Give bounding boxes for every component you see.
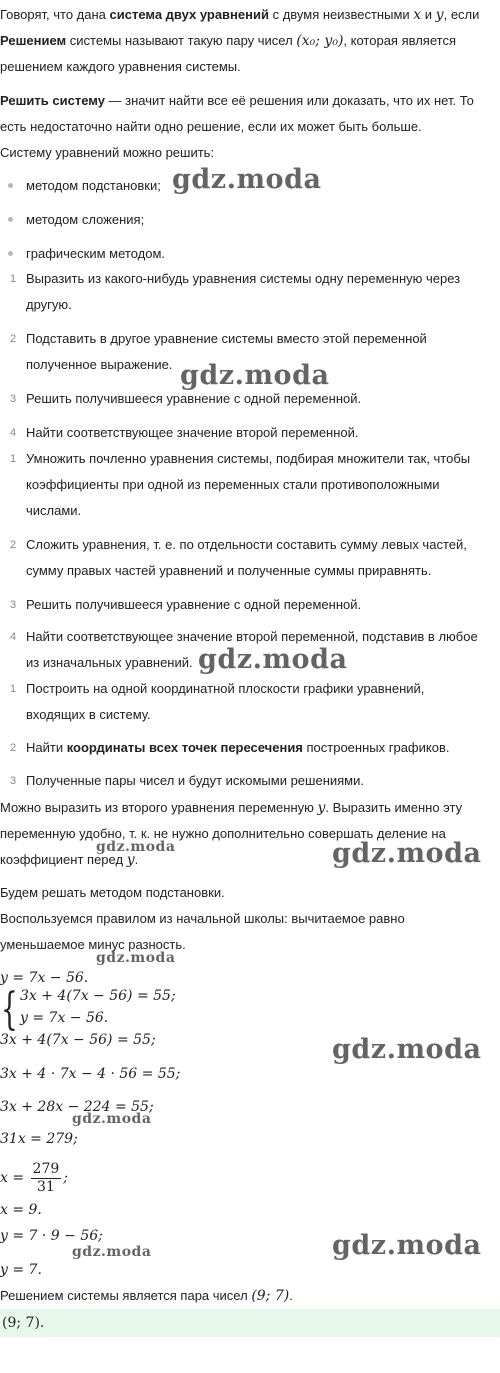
step-number: 1: [10, 453, 17, 465]
step-line: Подставить в другое уравнение системы вместо этой переменной: [26, 331, 427, 346]
step-line: Полученные пары чисел и будут искомыми решениями.: [26, 773, 364, 788]
text: , которая является: [343, 33, 456, 48]
system-eq-2: y = 7x − 56.: [20, 1010, 109, 1026]
text: .: [289, 1288, 293, 1303]
method-item: графическим методом.: [26, 246, 166, 261]
conclusion-line: [0, 1283, 496, 1309]
watermark: gdz.moda: [180, 360, 330, 391]
watermark: gdz.moda: [332, 1230, 482, 1261]
step-number: 4: [10, 631, 17, 643]
fraction-numerator: 279: [32, 1160, 60, 1177]
bullet: [8, 183, 13, 188]
method-item: методом сложения;: [26, 212, 145, 227]
intro-line-3: решением каждого уравнения системы.: [0, 59, 241, 74]
bullet: [8, 251, 13, 256]
explain-line-2: переменную удобно, т. к. не нужно дополнительно совершать деление на: [0, 826, 446, 841]
text: построенных графиков.: [302, 740, 450, 755]
step-line: полученное выражение.: [26, 357, 173, 372]
pair-x0-y0: (x₀; y₀): [296, 33, 344, 49]
answer-text: (9; 7).: [2, 1315, 45, 1331]
math-line: x = 9.: [0, 1202, 42, 1218]
math-line: y = 7x − 56.: [0, 970, 89, 986]
step-line: Построить на одной координатной плоскости графики уравнений,: [26, 681, 425, 696]
watermark: gdz.moda: [172, 164, 322, 195]
text: , если: [443, 7, 480, 22]
text: Говорят, что дана: [0, 7, 110, 22]
step-line: входящих в систему.: [26, 707, 151, 722]
step-number: 2: [10, 539, 17, 551]
fraction: [31, 1161, 62, 1196]
answer-box: [0, 1309, 500, 1337]
solve-line-2: есть недостаточно найти одно решение, если их может быть больше.: [0, 119, 422, 134]
step-number: 2: [10, 333, 17, 345]
math-line: 3x + 4(7x − 56) = 55;: [0, 1032, 156, 1048]
text: ;: [63, 1170, 68, 1186]
watermark: gdz.moda: [332, 838, 482, 869]
math-line: 31x = 279;: [0, 1131, 78, 1147]
step-line: коэффициенты при одной из переменных стали противоположными: [26, 477, 440, 492]
method-item: методом подстановки;: [26, 178, 161, 193]
watermark: gdz.moda: [72, 1244, 152, 1260]
term-intersection-points: координаты всех точек пересечения: [66, 740, 303, 755]
math-fraction-line: [0, 1158, 496, 1198]
text: с двумя неизвестными: [268, 7, 414, 22]
math-line: 3x + 28x − 224 = 55;: [0, 1099, 154, 1115]
var-y: y: [435, 7, 444, 23]
term-solution: Решением: [0, 33, 67, 48]
fraction-denominator: 31: [36, 1178, 55, 1195]
text: системы называют такую пару чисел: [66, 33, 297, 48]
text: — значит найти все её решения или доказать, что их нет. То: [104, 93, 474, 108]
var-y: y: [126, 852, 135, 868]
solve-line-3: Систему уравнений можно решить:: [0, 145, 215, 160]
step-number: 1: [10, 683, 17, 695]
step-line: сумму правых частей уравнений и полученные суммы приравнять.: [26, 563, 432, 578]
bullet: [8, 217, 13, 222]
solution-pair: (9; 7): [251, 1288, 290, 1304]
text: коэффициент перед: [0, 852, 127, 867]
text: Можно выразить из второго уравнения переменную: [0, 800, 318, 815]
watermark: gdz.moda: [96, 950, 176, 966]
math-line: y = 7.: [0, 1262, 42, 1278]
step-line: Найти соответствующее значение второй переменной.: [26, 425, 359, 440]
step-line: [26, 735, 496, 761]
term-solve-system: Решить систему: [0, 93, 105, 108]
step-number: 3: [10, 599, 17, 611]
intro-line-2: [0, 28, 496, 54]
explain-line-4: Будем решать методом подстановки.: [0, 885, 225, 900]
step-number: 2: [10, 742, 17, 754]
text: x =: [0, 1170, 29, 1186]
step-line: Выразить из какого-нибудь уравнения системы одну переменную через: [26, 271, 461, 286]
step-line: числами.: [26, 503, 82, 518]
watermark: gdz.moda: [198, 644, 348, 675]
step-line: Решить получившееся уравнение с одной переменной.: [26, 597, 362, 612]
step-number: 1: [10, 273, 17, 285]
step-line: другую.: [26, 297, 72, 312]
step-line: Найти соответствующее значение второй переменной, подставив в любое: [26, 629, 478, 644]
step-number: 3: [10, 775, 17, 787]
var-x: x: [413, 7, 422, 23]
step-line: Сложить уравнения, т. е. по отдельности составить сумму левых частей,: [26, 537, 467, 552]
text: и: [421, 7, 436, 22]
text: Найти: [26, 740, 67, 755]
solve-line-1: [0, 88, 496, 114]
text: .: [134, 852, 139, 867]
math-line: y = 7 · 9 − 56;: [0, 1228, 103, 1244]
explain-line-1: [0, 795, 496, 821]
math-line: 3x + 4 · 7x − 4 · 56 = 55;: [0, 1066, 181, 1082]
system-eq-1: 3x + 4(7x − 56) = 55;: [20, 988, 176, 1004]
explain-line-6: уменьшаемое минус разность.: [0, 937, 186, 952]
step-line: из изначальных уравнений.: [26, 655, 193, 670]
watermark: gdz.moda: [96, 839, 176, 855]
term-system: система двух уравнений: [109, 7, 269, 22]
text: Решением системы является пара чисел: [0, 1288, 252, 1303]
watermark: gdz.moda: [332, 1034, 482, 1065]
step-number: 3: [10, 393, 17, 405]
explain-line-5: Воспользуемся правилом из начальной школы: вычитаемое равно: [0, 911, 405, 926]
step-line: Решить получившееся уравнение с одной переменной.: [26, 391, 362, 406]
system-brace: {: [1, 984, 18, 1035]
text: . Выразить именно эту: [325, 800, 463, 815]
step-line: Умножить почленно уравнения системы, подбирая множители так, чтобы: [26, 451, 471, 466]
intro-line-1: [0, 2, 496, 28]
watermark: gdz.moda: [72, 1111, 152, 1127]
var-y: y: [317, 800, 326, 816]
step-number: 4: [10, 427, 17, 439]
